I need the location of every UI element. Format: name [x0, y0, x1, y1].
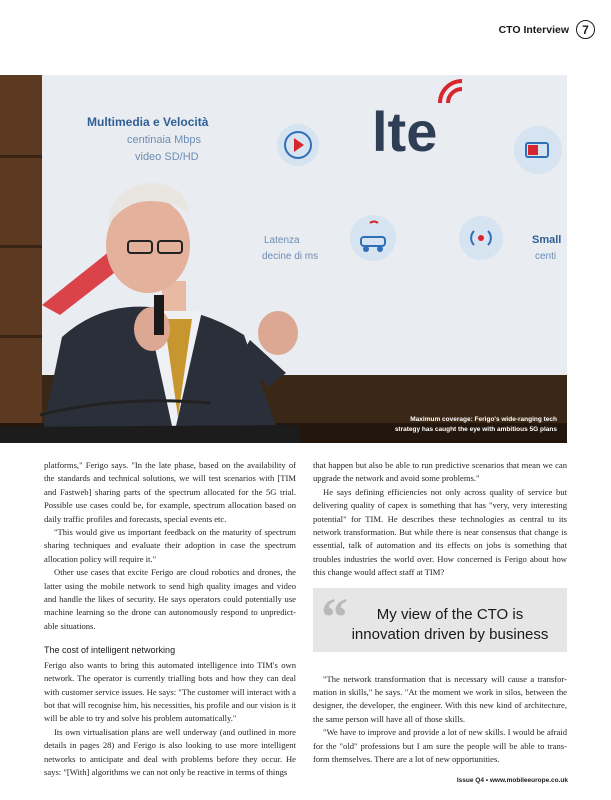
pull-quote-text: My view of the CTO is innovation driven by business: [351, 605, 549, 643]
slide-latenza-title: Latenza: [264, 235, 300, 246]
photo-caption: [387, 415, 557, 435]
article-photo: [0, 75, 567, 443]
slide-multimedia-line2: video SD/HD: [135, 151, 199, 163]
paragraph: He says defining efficiencies not only across quality of service but delivering quality of capex is something that has "very, very interesting potential" for TIM. He describes these technologies as central to its network transformation. But while there is near consensus that change is essential, talk of automation and its effects on jobs is something that troubles industries the world over. How concerned is Ferigo about how this change would affect staff at TIM?: [313, 486, 567, 578]
section-subheading: The cost of intelligent networking: [44, 645, 176, 656]
caption-line-1: Maximum coverage: Ferigo's wide-ranging tech: [410, 416, 557, 423]
paragraph: Its own virtualisation plans are well underway (and outlined in more details in pages 28) and Ferigo is also looking to use more intelligent networks to anticipate and deal with problems before they occur. He says: "[With] algorithms we can not only be reactive in terms of things: [44, 726, 296, 777]
slide-multimedia-line1: centinaia Mbps: [127, 134, 201, 146]
paragraph: Ferigo also wants to bring this automated intelligence into TIM's own network. The operator is currently trialling bots and how they can deal with customer service issues. He says: "The customer will interact with a bot that will recognise him, his necessities, his profile and our vision is it will be able to try and solve his problem automatically.": [44, 659, 296, 724]
pull-quote: [313, 588, 567, 652]
page-number: 7: [576, 20, 595, 39]
paragraph: "The network transformation that is necessary will cause a transfor-mation in skills," he says. "At the moment we work in silos, between the designer, the developer, the engineer. With this new kind of architecture, the same person will have all of those skills.: [313, 673, 567, 724]
slide-small-title: Small: [532, 234, 562, 246]
quote-icon: “: [321, 586, 348, 647]
paragraph: Other use cases that excite Ferigo are cloud robotics and drones, the latter using the mobile network to send high quality images and video and handle the likes of security. He says operators could potentially use machine learning so the drone can autonomously respond to unpredict-able situations.: [44, 567, 296, 631]
paragraph: "We have to improve and provide a lot of new skills. I would be afraid for the "old" professions but I am sure the people will be able to trans-form themselves. There are a lot of new opportunities.: [313, 727, 567, 765]
paragraph: platforms," Ferigo says. "In the late phase, based on the availability of the standards and technical solutions, we will test scenarios with [TIM and Fastweb] sharing parts of the spectrum allocated for the 5G trial. Possible use cases could be, for example, spectrum allocation based on daily traffic profiles and forecasts, special events etc.: [44, 460, 296, 524]
section-title: CTO Interview: [498, 24, 569, 36]
slide-latenza-line1: decine di ms: [262, 251, 319, 262]
article-column-left: [44, 459, 296, 779]
slide-small-line1: centi: [535, 251, 557, 262]
page-footer: Issue Q4 • www.mobileeurope.co.uk: [456, 777, 568, 784]
slide-multimedia-title: Multimedia e Velocità: [87, 115, 209, 129]
paragraph: that happen but also be able to run predictive scenarios that mean we can upgrade the network and avoid some problems.": [313, 460, 567, 484]
slide-lte-logo: lte: [372, 100, 438, 163]
article-column-right: [313, 459, 567, 767]
paragraph: "This would give us important feedback on the maturity of spectrum sharing techniques and evaluate their adoption in case the spectrum allocation policy will require it.": [44, 527, 296, 564]
caption-line-2: strategy has caught the eye with ambitious 5G plans: [394, 426, 557, 433]
